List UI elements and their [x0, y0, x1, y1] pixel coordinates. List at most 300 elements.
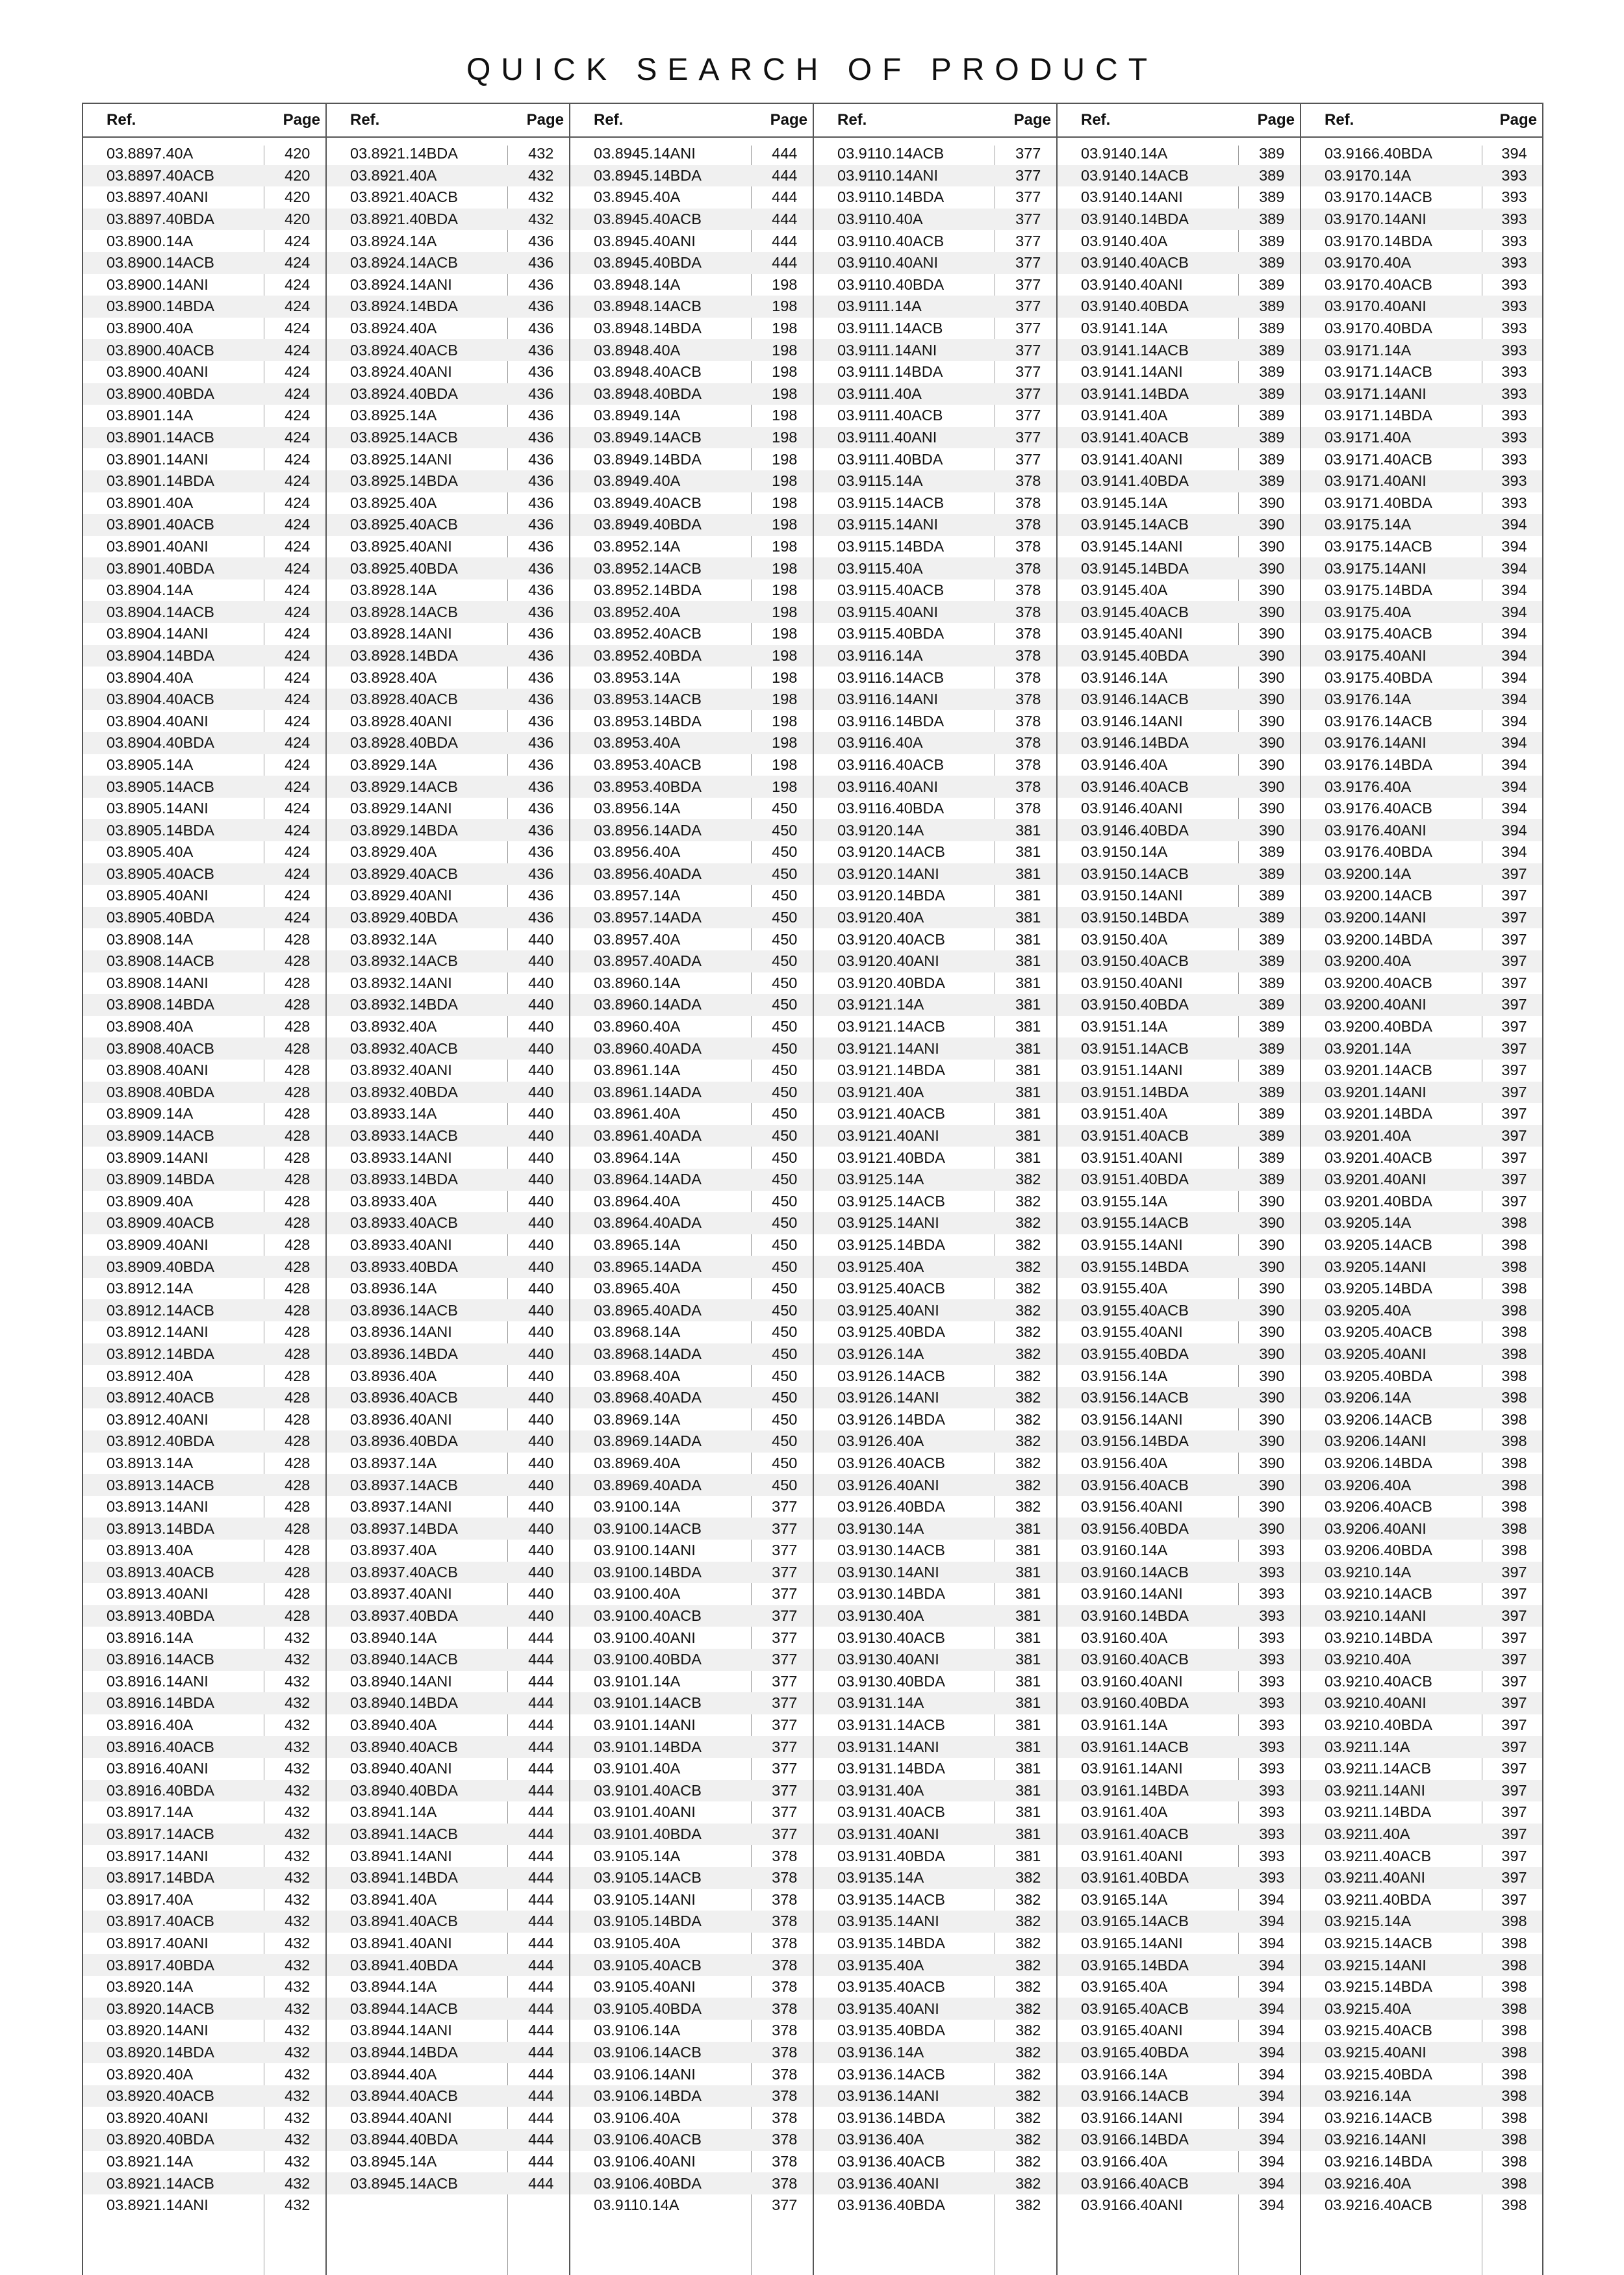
table-row [327, 1780, 569, 1802]
product-ref: 03.9115.14ANI [837, 516, 939, 533]
page-number: 436 [528, 472, 554, 490]
page-number: 398 [1501, 1410, 1527, 1428]
table-row [83, 1343, 325, 1366]
table-row [570, 1299, 813, 1321]
table-row [1301, 1387, 1542, 1409]
page-number: 424 [285, 625, 311, 642]
table-row [570, 710, 813, 732]
table-row [327, 1801, 569, 1824]
page-number: 382 [1015, 1301, 1041, 1319]
product-ref: 03.8949.14A [594, 407, 681, 424]
product-ref: 03.8932.14BDA [350, 996, 458, 1013]
table-row [570, 274, 813, 296]
product-ref: 03.9126.40A [837, 1432, 924, 1450]
table-row [570, 1169, 813, 1191]
table-row [327, 710, 569, 732]
product-ref: 03.9171.40ANI [1325, 472, 1427, 490]
page-number: 424 [285, 734, 311, 752]
table-row [1301, 1191, 1542, 1213]
product-ref: 03.9100.40ACB [594, 1607, 702, 1625]
product-ref: 03.9150.14ANI [1081, 887, 1183, 904]
table-row [570, 1408, 813, 1430]
page-number: 444 [528, 1913, 554, 1930]
product-ref: 03.9166.14A [1081, 2065, 1168, 2083]
table-row [1058, 1824, 1300, 1846]
product-ref: 03.9165.14A [1081, 1890, 1168, 1908]
product-ref: 03.9135.40A [837, 1956, 924, 1974]
product-ref: 03.9140.14ACB [1081, 166, 1189, 184]
product-ref: 03.8968.14A [594, 1323, 681, 1341]
page-number: 444 [528, 1890, 554, 1908]
product-ref: 03.9136.14ANI [837, 2087, 939, 2105]
page-number: 397 [1501, 1694, 1527, 1712]
page-number: 378 [772, 1934, 798, 1951]
page-number: 444 [528, 2000, 554, 2017]
page-number: 436 [528, 887, 554, 904]
page-number: 377 [1015, 188, 1041, 206]
table-row [83, 1824, 325, 1846]
page-number: 381 [1015, 1607, 1041, 1625]
table-row [327, 1299, 569, 1321]
page-number: 377 [772, 2196, 798, 2214]
page-number: 397 [1501, 1716, 1527, 1734]
table-row [570, 2042, 813, 2064]
page-number: 377 [1015, 210, 1041, 228]
table-row [1058, 1408, 1300, 1430]
product-ref: 03.8908.40BDA [107, 1083, 214, 1100]
table-row [327, 689, 569, 711]
page-number: 390 [1259, 1498, 1285, 1516]
table-row [1058, 383, 1300, 405]
index-column-4 [813, 104, 1056, 2275]
product-ref: 03.8924.40A [350, 320, 437, 337]
product-ref: 03.9110.40ANI [837, 254, 939, 272]
page-number: 394 [1501, 603, 1527, 620]
product-ref: 03.8937.14ANI [350, 1498, 452, 1516]
table-row [83, 1453, 325, 1475]
product-ref: 03.8937.40A [350, 1542, 437, 1559]
product-ref: 03.9176.14BDA [1325, 756, 1432, 773]
table-row [814, 1540, 1056, 1562]
product-ref: 03.9110.14A [594, 2196, 679, 2214]
product-ref: 03.9101.14ACB [594, 1694, 702, 1712]
product-ref: 03.9166.14ACB [1081, 2087, 1189, 2105]
table-row [83, 972, 325, 995]
table-row [83, 1845, 325, 1867]
page-number: 424 [285, 909, 311, 926]
table-row [570, 1605, 813, 1627]
table-row [327, 361, 569, 383]
product-ref: 03.8916.14ACB [107, 1651, 214, 1668]
page-number: 397 [1501, 1563, 1527, 1581]
product-ref: 03.8941.40ANI [350, 1934, 452, 1951]
table-row [570, 448, 813, 470]
page-number: 444 [528, 1672, 554, 1690]
product-ref: 03.9136.40ACB [837, 2152, 945, 2170]
product-ref: 03.9161.14ANI [1081, 1760, 1183, 1777]
table-row [814, 754, 1056, 776]
page-number: 390 [1259, 1345, 1285, 1362]
table-row [327, 448, 569, 470]
table-row [327, 1954, 569, 1976]
product-ref: 03.9106.14ANI [594, 2065, 696, 2083]
product-ref: 03.9166.40A [1081, 2152, 1168, 2170]
page-number: 377 [1015, 166, 1041, 184]
page-number: 390 [1259, 1389, 1285, 1406]
table-row [814, 907, 1056, 929]
table-row [1301, 1736, 1542, 1758]
table-row [570, 1060, 813, 1082]
product-ref: 03.8960.40A [594, 1018, 681, 1036]
table-row [327, 1562, 569, 1584]
ref-header: Ref. [594, 111, 624, 129]
page-number: 393 [1501, 298, 1527, 315]
page-number: 398 [1501, 1301, 1527, 1319]
product-ref: 03.8901.14A [107, 407, 194, 424]
product-ref: 03.8924.40ACB [350, 341, 458, 359]
page-number: 450 [772, 1258, 798, 1275]
page-number: 440 [528, 1171, 554, 1188]
table-row [1058, 1343, 1300, 1366]
page-number: 382 [1015, 1389, 1041, 1406]
product-ref: 03.8953.40BDA [594, 778, 702, 795]
table-row [570, 1474, 813, 1496]
table-row [814, 186, 1056, 209]
table-row [1058, 689, 1300, 711]
product-ref: 03.9166.40ACB [1081, 2174, 1189, 2192]
product-ref: 03.9105.40ACB [594, 1956, 702, 1974]
table-row [327, 1060, 569, 1082]
page-number: 381 [1015, 1629, 1041, 1646]
product-ref: 03.9205.40ACB [1325, 1323, 1432, 1341]
product-ref: 03.8929.40BDA [350, 909, 458, 926]
product-ref: 03.9215.14ANI [1325, 1956, 1427, 1974]
table-row [327, 1430, 569, 1453]
product-ref: 03.8909.14ANI [107, 1149, 209, 1166]
page-number: 428 [285, 1236, 311, 1253]
table-row [1058, 1714, 1300, 1736]
product-ref: 03.9121.40ANI [837, 1127, 939, 1145]
page-number: 436 [528, 407, 554, 424]
table-row [1058, 2020, 1300, 2042]
page-number: 436 [528, 275, 554, 293]
product-ref: 03.8956.14ADA [594, 821, 702, 839]
page-number: 378 [1015, 712, 1041, 730]
page-number: 378 [772, 1956, 798, 1974]
page-number: 424 [285, 363, 311, 381]
product-ref: 03.8952.14BDA [594, 581, 702, 599]
product-ref: 03.9211.14ANI [1325, 1781, 1426, 1799]
product-ref: 03.8913.40A [107, 1542, 194, 1559]
table-row [1058, 1758, 1300, 1780]
product-ref: 03.9175.40A [1325, 603, 1412, 620]
table-row [1058, 296, 1300, 318]
table-row [570, 1430, 813, 1453]
table-row [570, 230, 813, 252]
product-ref: 03.9211.40A [1325, 1825, 1410, 1843]
product-ref: 03.9146.14ACB [1081, 691, 1189, 708]
page-number: 377 [1015, 254, 1041, 272]
table-row [327, 1234, 569, 1256]
page-number: 436 [528, 232, 554, 249]
table-row [570, 2194, 813, 2217]
page-number: 420 [285, 166, 311, 184]
product-ref: 03.8904.14ANI [107, 625, 209, 642]
table-row [1301, 1627, 1542, 1649]
page-number: 398 [1501, 1345, 1527, 1362]
page-number: 382 [1015, 1280, 1041, 1297]
table-row [1058, 1649, 1300, 1671]
product-ref: 03.8945.40ACB [594, 210, 702, 228]
page-number: 440 [528, 1301, 554, 1319]
table-row [1301, 1714, 1542, 1736]
table-row [814, 1845, 1056, 1867]
page-number: 397 [1501, 1738, 1527, 1755]
product-ref: 03.9100.14ACB [594, 1519, 702, 1537]
table-row [83, 689, 325, 711]
product-ref: 03.8957.14ADA [594, 909, 702, 926]
page-number: 381 [1015, 865, 1041, 882]
table-row [83, 1082, 325, 1104]
page-number: 398 [1501, 1280, 1527, 1297]
product-ref: 03.9210.14A [1325, 1563, 1412, 1581]
product-ref: 03.8956.14A [594, 800, 681, 817]
product-ref: 03.8960.14A [594, 974, 681, 991]
product-ref: 03.8921.14ANI [107, 2196, 209, 2214]
table-row [814, 1867, 1056, 1889]
product-ref: 03.9171.40A [1325, 429, 1412, 446]
product-ref: 03.8933.40BDA [350, 1258, 458, 1275]
table-row [83, 361, 325, 383]
product-ref: 03.9151.14ANI [1081, 1061, 1183, 1079]
table-row [814, 1430, 1056, 1453]
product-ref: 03.9165.14ACB [1081, 1913, 1189, 1930]
page-number: 450 [772, 996, 798, 1013]
page-number: 390 [1259, 778, 1285, 795]
index-column-5 [1056, 104, 1300, 2275]
product-ref: 03.8908.14A [107, 930, 194, 948]
product-ref: 03.8941.14ACB [350, 1825, 458, 1843]
table-row [814, 1801, 1056, 1824]
product-index-table [82, 103, 1543, 2275]
product-ref: 03.9106.14BDA [594, 2087, 702, 2105]
table-row [327, 2020, 569, 2042]
index-rows [327, 143, 569, 2194]
product-ref: 03.9145.14ANI [1081, 537, 1183, 555]
page-number: 393 [1259, 1607, 1285, 1625]
product-ref: 03.9205.40ANI [1325, 1345, 1427, 1362]
page-number: 432 [285, 2152, 311, 2170]
page-number: 436 [528, 429, 554, 446]
table-row [570, 907, 813, 929]
table-row [570, 754, 813, 776]
table-row [83, 645, 325, 667]
table-row [327, 1082, 569, 1104]
page-number: 436 [528, 603, 554, 620]
product-ref: 03.8944.40A [350, 2065, 437, 2083]
product-ref: 03.9115.14A [837, 472, 923, 490]
product-ref: 03.8916.40A [107, 1716, 194, 1734]
table-row [1058, 1256, 1300, 1278]
table-row [83, 448, 325, 470]
table-row [83, 2194, 325, 2217]
product-ref: 03.9115.14BDA [837, 537, 945, 555]
product-ref: 03.9155.40ACB [1081, 1301, 1189, 1319]
page-number: 394 [1259, 2174, 1285, 2192]
table-row [1301, 470, 1542, 492]
product-ref: 03.8941.14BDA [350, 1869, 458, 1887]
table-row [814, 2151, 1056, 2173]
page-number: 424 [285, 407, 311, 424]
product-ref: 03.9215.40A [1325, 2000, 1412, 2017]
product-ref: 03.9155.40BDA [1081, 1345, 1189, 1362]
table-row [327, 1212, 569, 1234]
product-ref: 03.9115.40ANI [837, 603, 939, 620]
page-number: 432 [285, 1825, 311, 1843]
page-number: 424 [285, 691, 311, 708]
product-ref: 03.8944.14ACB [350, 2000, 458, 2017]
table-row [1301, 1867, 1542, 1889]
page-number: 378 [1015, 646, 1041, 664]
page-number: 394 [1501, 559, 1527, 577]
table-row [83, 798, 325, 820]
product-ref: 03.9130.40ACB [837, 1629, 945, 1646]
table-row [814, 1169, 1056, 1191]
page-number: 377 [1015, 232, 1041, 249]
table-row [327, 339, 569, 361]
page-number: 198 [772, 494, 798, 511]
table-row [327, 274, 569, 296]
table-row [570, 1191, 813, 1213]
product-ref: 03.9216.40ACB [1325, 2196, 1432, 2214]
table-row [327, 186, 569, 209]
page-number: 382 [1015, 2087, 1041, 2105]
product-ref: 03.9211.14BDA [1325, 1803, 1432, 1821]
page-number: 397 [1501, 1869, 1527, 1887]
product-ref: 03.9201.40ANI [1325, 1171, 1427, 1188]
page-number: 382 [1015, 2131, 1041, 2148]
page-number: 393 [1259, 1629, 1285, 1646]
page-number: 377 [772, 1519, 798, 1537]
page-number: 378 [772, 2152, 798, 2170]
page-number: 381 [1015, 1716, 1041, 1734]
page-number: 394 [1259, 2196, 1285, 2214]
product-ref: 03.9165.14ANI [1081, 1934, 1183, 1951]
table-row [570, 2020, 813, 2042]
table-row [327, 994, 569, 1016]
page-number: 398 [1501, 1476, 1527, 1493]
page-number: 428 [285, 1127, 311, 1145]
table-row [83, 928, 325, 950]
page-number: 389 [1259, 996, 1285, 1013]
product-ref: 03.9150.40BDA [1081, 996, 1189, 1013]
table-row [83, 427, 325, 449]
table-row [1301, 209, 1542, 231]
product-ref: 03.9101.14BDA [594, 1738, 702, 1755]
product-ref: 03.8928.40ANI [350, 712, 452, 730]
product-ref: 03.8905.14BDA [107, 821, 214, 839]
product-ref: 03.9176.14A [1325, 691, 1412, 708]
product-ref: 03.8940.14ANI [350, 1672, 452, 1690]
product-ref: 03.8921.14ACB [107, 2174, 214, 2192]
page-number: 381 [1015, 1149, 1041, 1166]
table-row [1301, 1103, 1542, 1125]
table-row [83, 1299, 325, 1321]
table-row [83, 1234, 325, 1256]
page-number: 378 [772, 1913, 798, 1930]
page-number: 398 [1501, 1913, 1527, 1930]
table-row [814, 1365, 1056, 1387]
product-ref: 03.8932.40BDA [350, 1083, 458, 1100]
page-number: 198 [772, 407, 798, 424]
page-number: 381 [1015, 1781, 1041, 1799]
page-number: 378 [1015, 625, 1041, 642]
table-row [814, 1234, 1056, 1256]
page-number: 390 [1259, 1280, 1285, 1297]
page-number: 397 [1501, 909, 1527, 926]
product-ref: 03.8956.40A [594, 843, 681, 861]
table-row [814, 1103, 1056, 1125]
table-row [814, 1758, 1056, 1780]
page-number: 394 [1501, 537, 1527, 555]
page-number: 382 [1015, 1890, 1041, 1908]
table-row [1058, 1453, 1300, 1475]
table-row [570, 1496, 813, 1518]
product-ref: 03.8952.40BDA [594, 646, 702, 664]
page-number: 378 [772, 2065, 798, 2083]
page-number: 390 [1259, 1301, 1285, 1319]
table-row [1058, 1518, 1300, 1540]
page-number: 397 [1501, 952, 1527, 970]
product-ref: 03.8900.40BDA [107, 385, 214, 402]
page-number: 428 [285, 1061, 311, 1079]
product-ref: 03.8900.14ANI [107, 275, 209, 293]
page-number: 397 [1501, 1825, 1527, 1843]
table-row [1301, 2151, 1542, 2173]
page-number: 398 [1501, 2152, 1527, 2170]
table-row [1058, 405, 1300, 427]
page-number: 432 [285, 1629, 311, 1646]
page-number: 450 [772, 1236, 798, 1253]
product-ref: 03.9135.14ACB [837, 1890, 945, 1908]
page-number: 378 [1015, 581, 1041, 599]
product-ref: 03.9125.14BDA [837, 1236, 945, 1253]
page-number: 432 [285, 2109, 311, 2126]
page-number: 198 [772, 275, 798, 293]
product-ref: 03.9111.14ACB [837, 320, 943, 337]
page-number: 432 [285, 1869, 311, 1887]
table-row [814, 1321, 1056, 1343]
page-number: 397 [1501, 1018, 1527, 1036]
product-ref: 03.8940.14ACB [350, 1651, 458, 1668]
table-row [570, 1824, 813, 1846]
table-row [1301, 645, 1542, 667]
product-ref: 03.8909.40BDA [107, 1258, 214, 1275]
page-number: 389 [1259, 320, 1285, 337]
product-ref: 03.9141.40A [1081, 407, 1168, 424]
table-row [814, 1605, 1056, 1627]
table-row [1301, 950, 1542, 972]
table-row [1301, 1911, 1542, 1933]
table-row [814, 645, 1056, 667]
product-ref: 03.8961.40A [594, 1105, 681, 1123]
table-row [570, 1125, 813, 1147]
product-ref: 03.9205.40A [1325, 1301, 1412, 1319]
table-row [327, 230, 569, 252]
table-row [570, 470, 813, 492]
table-row [83, 1387, 325, 1409]
product-ref: 03.9156.14ANI [1081, 1410, 1183, 1428]
